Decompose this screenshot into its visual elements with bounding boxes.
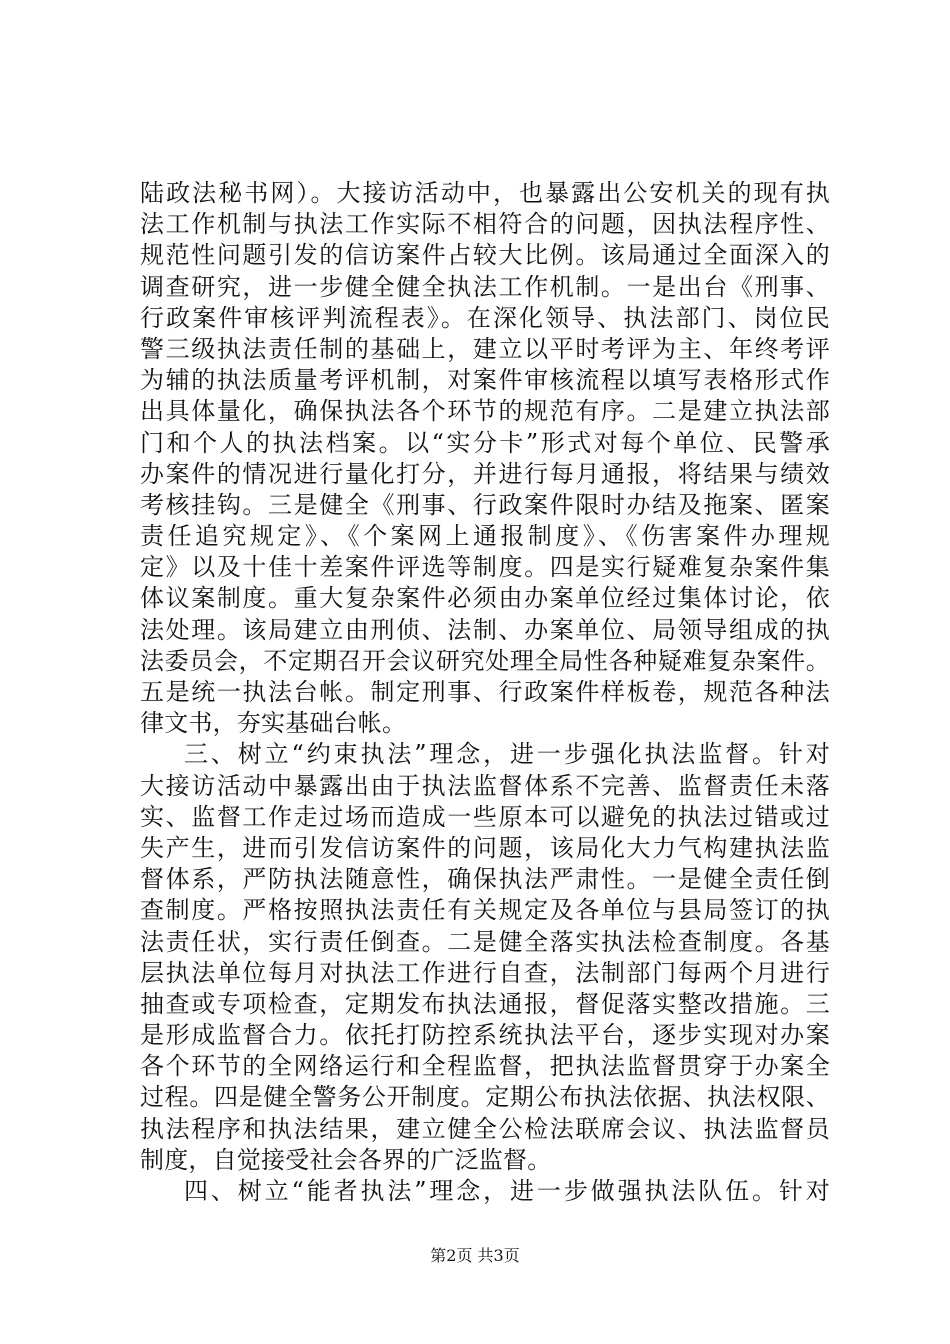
text-line: 法责任状，实行责任倒查。二是健全落实执法检查制度。各基 <box>140 927 830 956</box>
text-line: 实、监督工作走过场而造成一些原本可以避免的执法过错或过 <box>140 802 830 831</box>
text-line: 各个环节的全网络运行和全程监督，把执法监督贯穿于办案全 <box>140 1052 830 1081</box>
text-line: 失产生，进而引发信访案件的问题，该局化大力气构建执法监 <box>140 833 830 862</box>
text-line: 出具体量化，确保执法各个环节的规范有序。二是建立执法部 <box>140 397 830 426</box>
text-line: 为辅的执法质量考评机制，对案件审核流程以填写表格形式作 <box>140 366 830 395</box>
page-number-footer: 第2页 共3页 <box>430 1246 520 1265</box>
text-line: 考核挂钩。三是健全《刑事、行政案件限时办结及拖案、匿案 <box>140 490 830 519</box>
text-line: 查制度。严格按照执法责任有关规定及各单位与县局签订的执 <box>140 896 830 925</box>
text-line: 大接访活动中暴露出由于执法监督体系不完善、监督责任未落 <box>140 771 830 800</box>
paragraph-start-line: 三、树立“约束执法”理念，进一步强化执法监督。针对 <box>184 740 830 769</box>
text-line: 五是统一执法台帐。制定刑事、行政案件样板卷，规范各种法 <box>140 678 830 706</box>
text-line: 律文书，夯实基础台帐。 <box>140 709 407 738</box>
text-line: 法工作机制与执法工作实际不相符合的问题，因执法程序性、 <box>140 210 830 239</box>
text-line: 门和个人的执法档案。以“实分卡”形式对每个单位、民警承 <box>140 428 830 457</box>
text-line: 法处理。该局建立由刑侦、法制、办案单位、局领导组成的执 <box>140 615 830 644</box>
text-line: 过程。四是健全警务公开制度。定期公布执法依据、执法权限、 <box>140 1083 830 1112</box>
text-line: 制度，自觉接受社会各界的广泛监督。 <box>140 1145 552 1174</box>
text-line: 执法程序和执法结果，建立健全公检法联席会议、执法监督员 <box>140 1114 830 1143</box>
text-line: 法委员会，不定期召开会议研究处理全局性各种疑难复杂案件。 <box>140 646 830 675</box>
text-line: 抽查或专项检查，定期发布执法通报，督促落实整改措施。三 <box>140 989 830 1018</box>
text-line: 陆政法秘书网）。大接访活动中，也暴露出公安机关的现有执 <box>140 179 830 207</box>
text-line: 定》以及十佳十差案件评选等制度。四是实行疑难复杂案件集 <box>140 553 830 582</box>
text-line: 层执法单位每月对执法工作进行自查，法制部门每两个月进行 <box>140 958 830 987</box>
text-line: 调查研究，进一步健全健全执法工作机制。一是出台《刑事、 <box>140 272 830 301</box>
text-line: 行政案件审核评判流程表》。在深化领导、执法部门、岗位民 <box>140 303 830 332</box>
text-line: 规范性问题引发的信访案件占较大比例。该局通过全面深入的 <box>140 241 830 270</box>
text-line: 是形成监督合力。依托打防控系统执法平台，逐步实现对办案 <box>140 1021 830 1050</box>
text-line: 警三级执法责任制的基础上，建立以平时考评为主、年终考评 <box>140 334 830 363</box>
paragraph-start-line: 四、树立“能者执法”理念，进一步做强执法队伍。针对 <box>184 1177 830 1205</box>
text-line: 督体系，严防执法随意性，确保执法严肃性。一是健全责任倒 <box>140 865 830 894</box>
document-body <box>140 178 830 1207</box>
text-line: 责任追究规定》、《个案网上通报制度》、《伤害案件办理规 <box>140 522 830 551</box>
text-line: 办案件的情况进行量化打分，并进行每月通报，将结果与绩效 <box>140 459 830 488</box>
text-line: 体议案制度。重大复杂案件必须由办案单位经过集体讨论，依 <box>140 584 830 613</box>
